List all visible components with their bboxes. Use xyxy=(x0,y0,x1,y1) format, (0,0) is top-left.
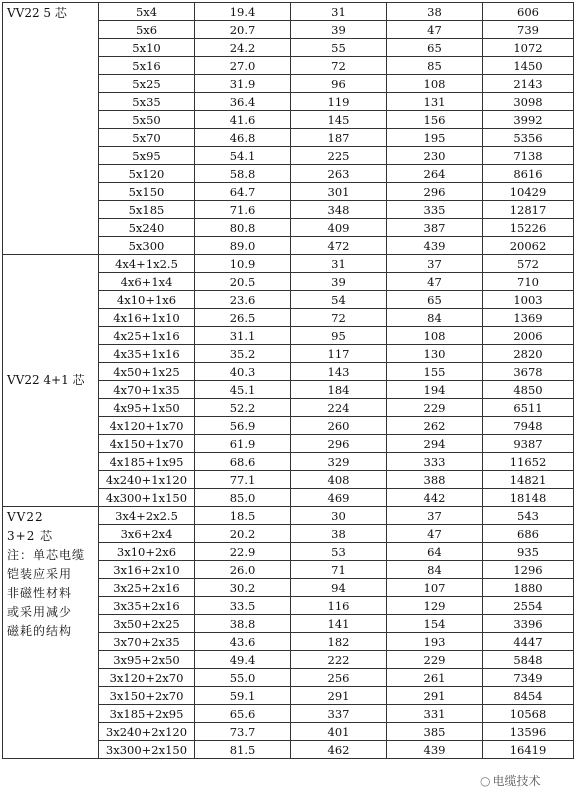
col3-cell: 96 xyxy=(291,75,387,93)
col4-cell: 37 xyxy=(387,507,483,525)
weight-cell: 1369 xyxy=(483,309,574,327)
diameter-cell: 22.9 xyxy=(195,543,291,561)
weight-cell: 10568 xyxy=(483,705,574,723)
col4-cell: 107 xyxy=(387,579,483,597)
spec-cell: 4x16+1x10 xyxy=(99,309,195,327)
group-label-line: 或采用减少 xyxy=(7,605,73,619)
spec-cell: 5x4 xyxy=(99,3,195,21)
spec-cell: 3x300+2x150 xyxy=(99,741,195,759)
col3-cell: 296 xyxy=(291,435,387,453)
col4-cell: 131 xyxy=(387,93,483,111)
diameter-cell: 27.0 xyxy=(195,57,291,75)
diameter-cell: 31.9 xyxy=(195,75,291,93)
col4-cell: 85 xyxy=(387,57,483,75)
diameter-cell: 20.7 xyxy=(195,21,291,39)
spec-cell: 3x70+2x35 xyxy=(99,633,195,651)
col4-cell: 291 xyxy=(387,687,483,705)
diameter-cell: 56.9 xyxy=(195,417,291,435)
diameter-cell: 52.2 xyxy=(195,399,291,417)
watermark xyxy=(478,772,543,789)
col3-cell: 39 xyxy=(291,273,387,291)
col3-cell: 31 xyxy=(291,3,387,21)
col3-cell: 462 xyxy=(291,741,387,759)
spec-cell: 5x50 xyxy=(99,111,195,129)
col4-cell: 294 xyxy=(387,435,483,453)
col3-cell: 301 xyxy=(291,183,387,201)
spec-cell: 5x6 xyxy=(99,21,195,39)
diameter-cell: 45.1 xyxy=(195,381,291,399)
weight-cell: 11652 xyxy=(483,453,574,471)
diameter-cell: 40.3 xyxy=(195,363,291,381)
group-label-line: VV22 4+1 芯 xyxy=(7,373,85,387)
col3-cell: 337 xyxy=(291,705,387,723)
diameter-cell: 64.7 xyxy=(195,183,291,201)
weight-cell: 572 xyxy=(483,255,574,273)
col3-cell: 409 xyxy=(291,219,387,237)
watermark-text: 电缆技术 xyxy=(492,774,541,788)
spec-cell: 5x35 xyxy=(99,93,195,111)
spec-cell: 4x70+1x35 xyxy=(99,381,195,399)
col3-cell: 182 xyxy=(291,633,387,651)
col3-cell: 117 xyxy=(291,345,387,363)
col4-cell: 84 xyxy=(387,561,483,579)
diameter-cell: 68.6 xyxy=(195,453,291,471)
col4-cell: 47 xyxy=(387,273,483,291)
col4-cell: 261 xyxy=(387,669,483,687)
weight-cell: 10429 xyxy=(483,183,574,201)
col3-cell: 53 xyxy=(291,543,387,561)
col4-cell: 64 xyxy=(387,543,483,561)
col3-cell: 145 xyxy=(291,111,387,129)
spec-cell: 3x25+2x16 xyxy=(99,579,195,597)
group-label-line: 磁耗的结构 xyxy=(7,624,73,638)
col3-cell: 72 xyxy=(291,309,387,327)
diameter-cell: 80.8 xyxy=(195,219,291,237)
weight-cell: 13596 xyxy=(483,723,574,741)
spec-cell: 3x240+2x120 xyxy=(99,723,195,741)
spec-cell: 3x50+2x25 xyxy=(99,615,195,633)
diameter-cell: 77.1 xyxy=(195,471,291,489)
weight-cell: 14821 xyxy=(483,471,574,489)
col4-cell: 229 xyxy=(387,651,483,669)
weight-cell: 3678 xyxy=(483,363,574,381)
col4-cell: 47 xyxy=(387,21,483,39)
diameter-cell: 54.1 xyxy=(195,147,291,165)
diameter-cell: 46.8 xyxy=(195,129,291,147)
col3-cell: 256 xyxy=(291,669,387,687)
diameter-cell: 30.2 xyxy=(195,579,291,597)
diameter-cell: 85.0 xyxy=(195,489,291,507)
weight-cell: 12817 xyxy=(483,201,574,219)
diameter-cell: 19.4 xyxy=(195,3,291,21)
spec-cell: 3x150+2x70 xyxy=(99,687,195,705)
group-label-cell xyxy=(3,255,99,507)
group-label-line: 非磁性材料 xyxy=(7,586,73,600)
spec-cell: 4x10+1x6 xyxy=(99,291,195,309)
weight-cell: 16419 xyxy=(483,741,574,759)
spec-cell: 3x16+2x10 xyxy=(99,561,195,579)
group-label-line: VV22 5 芯 xyxy=(7,6,67,20)
weight-cell: 9387 xyxy=(483,435,574,453)
col4-cell: 230 xyxy=(387,147,483,165)
col4-cell: 262 xyxy=(387,417,483,435)
col4-cell: 388 xyxy=(387,471,483,489)
spec-cell: 5x70 xyxy=(99,129,195,147)
col4-cell: 154 xyxy=(387,615,483,633)
col3-cell: 30 xyxy=(291,507,387,525)
weight-cell: 7138 xyxy=(483,147,574,165)
diameter-cell: 89.0 xyxy=(195,237,291,255)
spec-cell: 4x300+1x150 xyxy=(99,489,195,507)
col3-cell: 184 xyxy=(291,381,387,399)
spec-cell: 5x95 xyxy=(99,147,195,165)
weight-cell: 1450 xyxy=(483,57,574,75)
weight-cell: 1072 xyxy=(483,39,574,57)
weight-cell: 4850 xyxy=(483,381,574,399)
weight-cell: 20062 xyxy=(483,237,574,255)
weight-cell: 6511 xyxy=(483,399,574,417)
weight-cell: 3992 xyxy=(483,111,574,129)
weight-cell: 8454 xyxy=(483,687,574,705)
diameter-cell: 20.5 xyxy=(195,273,291,291)
col3-cell: 55 xyxy=(291,39,387,57)
col3-cell: 408 xyxy=(291,471,387,489)
col3-cell: 38 xyxy=(291,525,387,543)
col3-cell: 329 xyxy=(291,453,387,471)
group-label-line: 注：单芯电缆 xyxy=(7,548,86,562)
group-label-cell xyxy=(3,507,99,759)
spec-cell: 3x95+2x50 xyxy=(99,651,195,669)
col4-cell: 442 xyxy=(387,489,483,507)
col3-cell: 187 xyxy=(291,129,387,147)
spec-cell: 3x35+2x16 xyxy=(99,597,195,615)
diameter-cell: 41.6 xyxy=(195,111,291,129)
diameter-cell: 20.2 xyxy=(195,525,291,543)
col4-cell: 156 xyxy=(387,111,483,129)
diameter-cell: 36.4 xyxy=(195,93,291,111)
col3-cell: 224 xyxy=(291,399,387,417)
col3-cell: 143 xyxy=(291,363,387,381)
weight-cell: 606 xyxy=(483,3,574,21)
diameter-cell: 26.5 xyxy=(195,309,291,327)
col4-cell: 439 xyxy=(387,741,483,759)
col3-cell: 348 xyxy=(291,201,387,219)
diameter-cell: 18.5 xyxy=(195,507,291,525)
col4-cell: 129 xyxy=(387,597,483,615)
cable-spec-table xyxy=(2,2,574,759)
spec-cell: 5x16 xyxy=(99,57,195,75)
spec-cell: 4x185+1x95 xyxy=(99,453,195,471)
col4-cell: 65 xyxy=(387,291,483,309)
diameter-cell: 26.0 xyxy=(195,561,291,579)
diameter-cell: 49.4 xyxy=(195,651,291,669)
col4-cell: 333 xyxy=(387,453,483,471)
group-label-line: 铠装应采用 xyxy=(7,567,73,581)
col3-cell: 95 xyxy=(291,327,387,345)
group-label-line: VV22 xyxy=(7,510,44,524)
spec-cell: 5x240 xyxy=(99,219,195,237)
weight-cell: 2820 xyxy=(483,345,574,363)
spec-cell: 5x300 xyxy=(99,237,195,255)
col3-cell: 54 xyxy=(291,291,387,309)
col3-cell: 222 xyxy=(291,651,387,669)
table-row xyxy=(3,3,574,21)
diameter-cell: 35.2 xyxy=(195,345,291,363)
diameter-cell: 81.5 xyxy=(195,741,291,759)
diameter-cell: 73.7 xyxy=(195,723,291,741)
col3-cell: 401 xyxy=(291,723,387,741)
col4-cell: 387 xyxy=(387,219,483,237)
col4-cell: 195 xyxy=(387,129,483,147)
weight-cell: 935 xyxy=(483,543,574,561)
col4-cell: 264 xyxy=(387,165,483,183)
spec-cell: 5x120 xyxy=(99,165,195,183)
col3-cell: 72 xyxy=(291,57,387,75)
diameter-cell: 33.5 xyxy=(195,597,291,615)
group-label-line: 3+2 芯 xyxy=(7,529,54,543)
spec-cell: 4x150+1x70 xyxy=(99,435,195,453)
col4-cell: 65 xyxy=(387,39,483,57)
cable-spec-table-body xyxy=(3,3,574,759)
col4-cell: 108 xyxy=(387,75,483,93)
diameter-cell: 58.8 xyxy=(195,165,291,183)
spec-cell: 5x150 xyxy=(99,183,195,201)
diameter-cell: 55.0 xyxy=(195,669,291,687)
weight-cell: 543 xyxy=(483,507,574,525)
weight-cell: 710 xyxy=(483,273,574,291)
col4-cell: 194 xyxy=(387,381,483,399)
col3-cell: 225 xyxy=(291,147,387,165)
col4-cell: 47 xyxy=(387,525,483,543)
weight-cell: 7349 xyxy=(483,669,574,687)
weight-cell: 4447 xyxy=(483,633,574,651)
col4-cell: 130 xyxy=(387,345,483,363)
diameter-cell: 71.6 xyxy=(195,201,291,219)
weight-cell: 7948 xyxy=(483,417,574,435)
col4-cell: 439 xyxy=(387,237,483,255)
col3-cell: 141 xyxy=(291,615,387,633)
group-label-cell xyxy=(3,3,99,255)
col3-cell: 71 xyxy=(291,561,387,579)
col4-cell: 155 xyxy=(387,363,483,381)
col4-cell: 335 xyxy=(387,201,483,219)
spec-cell: 3x120+2x70 xyxy=(99,669,195,687)
col3-cell: 263 xyxy=(291,165,387,183)
col3-cell: 39 xyxy=(291,21,387,39)
col3-cell: 469 xyxy=(291,489,387,507)
diameter-cell: 24.2 xyxy=(195,39,291,57)
weight-cell: 2006 xyxy=(483,327,574,345)
spec-cell: 5x25 xyxy=(99,75,195,93)
col4-cell: 331 xyxy=(387,705,483,723)
diameter-cell: 38.8 xyxy=(195,615,291,633)
spec-cell: 3x10+2x6 xyxy=(99,543,195,561)
weight-cell: 2554 xyxy=(483,597,574,615)
diameter-cell: 31.1 xyxy=(195,327,291,345)
col4-cell: 84 xyxy=(387,309,483,327)
col3-cell: 291 xyxy=(291,687,387,705)
spec-cell: 5x185 xyxy=(99,201,195,219)
col4-cell: 108 xyxy=(387,327,483,345)
weight-cell: 2143 xyxy=(483,75,574,93)
spec-cell: 3x4+2x2.5 xyxy=(99,507,195,525)
spec-cell: 5x10 xyxy=(99,39,195,57)
weight-cell: 5356 xyxy=(483,129,574,147)
weight-cell: 3396 xyxy=(483,615,574,633)
weight-cell: 8616 xyxy=(483,165,574,183)
diameter-cell: 65.6 xyxy=(195,705,291,723)
diameter-cell: 23.6 xyxy=(195,291,291,309)
weight-cell: 1296 xyxy=(483,561,574,579)
table-row xyxy=(3,255,574,273)
col4-cell: 193 xyxy=(387,633,483,651)
spec-cell: 4x35+1x16 xyxy=(99,345,195,363)
weight-cell: 3098 xyxy=(483,93,574,111)
weight-cell: 739 xyxy=(483,21,574,39)
col3-cell: 94 xyxy=(291,579,387,597)
col4-cell: 37 xyxy=(387,255,483,273)
diameter-cell: 43.6 xyxy=(195,633,291,651)
spec-cell: 4x50+1x25 xyxy=(99,363,195,381)
wechat-icon: ○​ xyxy=(480,774,491,788)
weight-cell: 15226 xyxy=(483,219,574,237)
spec-cell: 4x120+1x70 xyxy=(99,417,195,435)
spec-cell: 4x4+1x2.5 xyxy=(99,255,195,273)
diameter-cell: 10.9 xyxy=(195,255,291,273)
col4-cell: 385 xyxy=(387,723,483,741)
weight-cell: 1003 xyxy=(483,291,574,309)
spec-cell: 4x240+1x120 xyxy=(99,471,195,489)
spec-cell: 3x185+2x95 xyxy=(99,705,195,723)
col3-cell: 31 xyxy=(291,255,387,273)
col3-cell: 116 xyxy=(291,597,387,615)
col3-cell: 260 xyxy=(291,417,387,435)
weight-cell: 5848 xyxy=(483,651,574,669)
col4-cell: 38 xyxy=(387,3,483,21)
weight-cell: 18148 xyxy=(483,489,574,507)
spec-cell: 4x25+1x16 xyxy=(99,327,195,345)
col4-cell: 296 xyxy=(387,183,483,201)
weight-cell: 686 xyxy=(483,525,574,543)
table-row xyxy=(3,507,574,525)
diameter-cell: 61.9 xyxy=(195,435,291,453)
weight-cell: 1880 xyxy=(483,579,574,597)
col4-cell: 229 xyxy=(387,399,483,417)
col3-cell: 119 xyxy=(291,93,387,111)
col3-cell: 472 xyxy=(291,237,387,255)
spec-cell: 4x95+1x50 xyxy=(99,399,195,417)
spec-cell: 3x6+2x4 xyxy=(99,525,195,543)
diameter-cell: 59.1 xyxy=(195,687,291,705)
spec-cell: 4x6+1x4 xyxy=(99,273,195,291)
